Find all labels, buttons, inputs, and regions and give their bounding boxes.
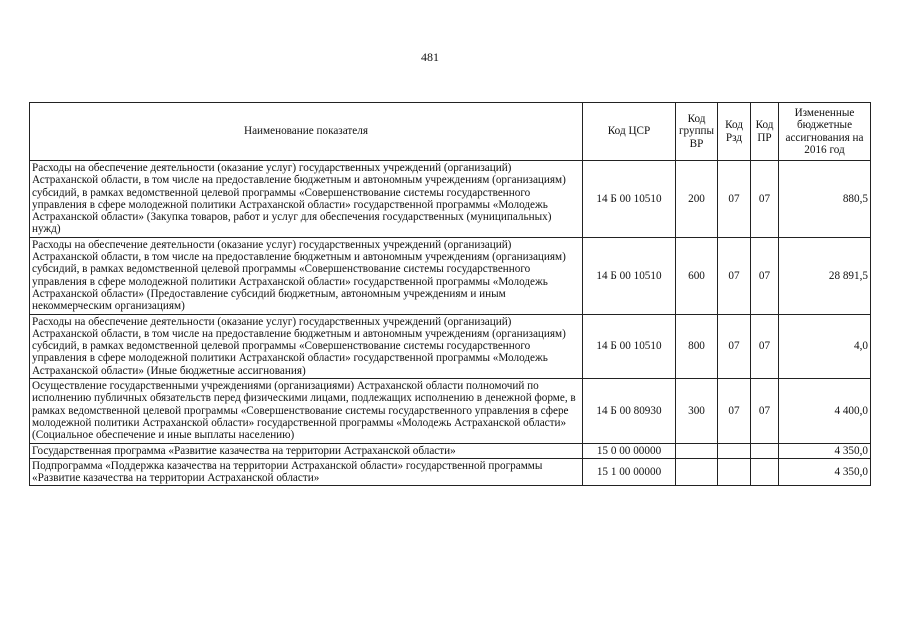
cell-pr: [751, 443, 779, 458]
cell-name: Расходы на обеспечение деятельности (оказание услуг) государственных учреждений (организаций) Астраханской области, в том числе на предоставление бюджетным и автономным учреждениям (организациям) субсидий, в рамках ведомственной целевой программы «Совершенствование системы государственного управления в сфере молодежной политики Астраханской области» государственной программы «Молодежь Астраханской области» (Предоставление субсидий бюджетным, автономным учреждениям и иным некоммерческим организациям): [30, 237, 583, 314]
header-pr: Код ПР: [751, 103, 779, 161]
cell-name: Подпрограмма «Поддержка казачества на территории Астраханской области» государственной программы «Развитие казачества на территории Астраханской области»: [30, 458, 583, 486]
cell-amount: 28 891,5: [779, 237, 871, 314]
table-row: [30, 379, 871, 443]
table-row: [30, 237, 871, 314]
cell-pr: 07: [751, 237, 779, 314]
cell-rz: 07: [718, 314, 751, 378]
cell-pr: 07: [751, 379, 779, 443]
cell-name: Расходы на обеспечение деятельности (оказание услуг) государственных учреждений (организаций) Астраханской области, в том числе на предоставление бюджетным и автономным учреждениям (организациям) субсидий, в рамках ведомственной целевой программы «Совершенствование системы государственного управления в сфере молодежной политики Астраханской области» государственной программы «Молодежь Астраханской области» (Иные бюджетные ассигнования): [30, 314, 583, 378]
cell-vr: 300: [676, 379, 718, 443]
cell-amount: 4 350,0: [779, 458, 871, 486]
cell-name: Расходы на обеспечение деятельности (оказание услуг) государственных учреждений (организаций) Астраханской области, в том числе на предоставление бюджетным и автономным учреждениям (организациям) субсидий, в рамках ведомственной целевой программы «Совершенствование системы государственного управления в сфере молодежной политики Астраханской области» государственной программы «Молодежь Астраханской области» (Закупка товаров, работ и услуг для обеспечения государственных (муниципальных) нужд): [30, 161, 583, 238]
cell-csr: 15 1 00 00000: [583, 458, 676, 486]
cell-amount: 4,0: [779, 314, 871, 378]
cell-amount: 4 400,0: [779, 379, 871, 443]
cell-rz: 07: [718, 237, 751, 314]
cell-amount: 880,5: [779, 161, 871, 238]
header-csr: Код ЦСР: [583, 103, 676, 161]
table-header-row: [30, 103, 871, 161]
cell-rz: 07: [718, 379, 751, 443]
table-row: [30, 458, 871, 486]
cell-csr: 14 Б 00 10510: [583, 237, 676, 314]
cell-vr: 200: [676, 161, 718, 238]
cell-pr: 07: [751, 314, 779, 378]
budget-table: [29, 102, 871, 486]
header-rz: Код Рзд: [718, 103, 751, 161]
cell-name: Государственная программа «Развитие казачества на территории Астраханской области»: [30, 443, 583, 458]
cell-amount: 4 350,0: [779, 443, 871, 458]
cell-vr: [676, 458, 718, 486]
cell-csr: 14 Б 00 80930: [583, 379, 676, 443]
cell-rz: [718, 443, 751, 458]
table-row: [30, 443, 871, 458]
cell-csr: 14 Б 00 10510: [583, 161, 676, 238]
cell-pr: [751, 458, 779, 486]
cell-rz: 07: [718, 161, 751, 238]
cell-csr: 14 Б 00 10510: [583, 314, 676, 378]
cell-vr: 600: [676, 237, 718, 314]
cell-csr: 15 0 00 00000: [583, 443, 676, 458]
header-vr: Код группы ВР: [676, 103, 718, 161]
header-amount: Измененные бюджетные ассигнования на 2016 год: [779, 103, 871, 161]
page-number: 481: [421, 50, 439, 64]
cell-rz: [718, 458, 751, 486]
header-name: Наименование показателя: [30, 103, 583, 161]
cell-vr: [676, 443, 718, 458]
table-row: [30, 161, 871, 238]
cell-pr: 07: [751, 161, 779, 238]
table-row: [30, 314, 871, 378]
cell-vr: 800: [676, 314, 718, 378]
cell-name: Осуществление государственными учреждениями (организациями) Астраханской области полномочий по исполнению публичных обязательств перед физическими лицами, подлежащих исполнению в денежной форме, в рамках ведомственной целевой программы «Совершенствование системы государственного управления в сфере молодежной политики Астраханской области» государственной программы «Молодежь Астраханской области» (Социальное обеспечение и иные выплаты населению): [30, 379, 583, 443]
